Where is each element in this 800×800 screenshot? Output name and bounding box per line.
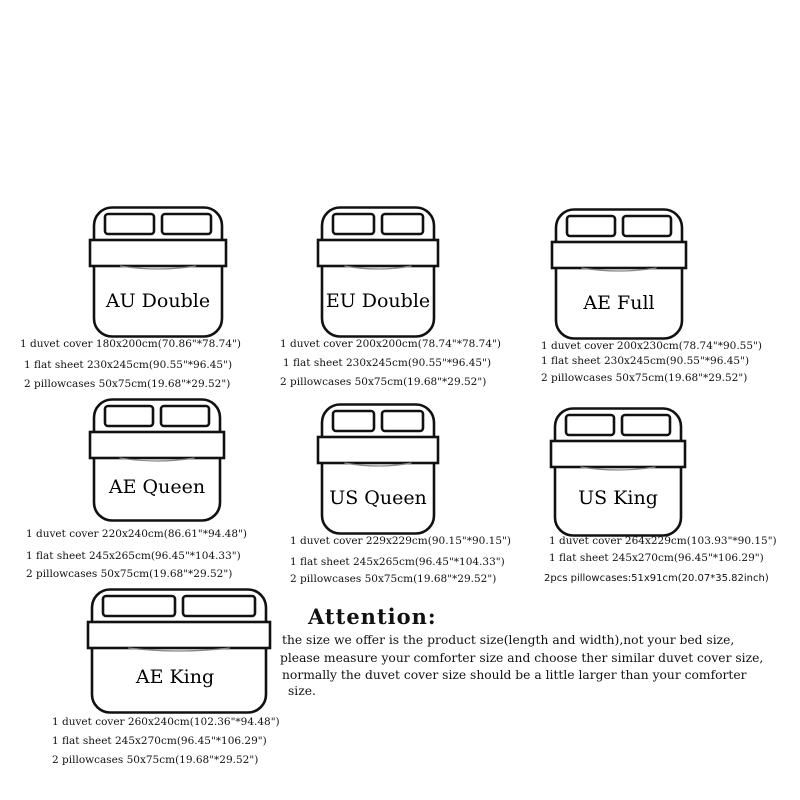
- bed-eu-double: [318, 206, 438, 338]
- spec-pillow-us-king: 2pcs pillowcases:51x91cm(20.07*35.82inch): [544, 573, 769, 584]
- bed-label: AU Double: [105, 290, 211, 312]
- spec-sheet-au-double: 1 flat sheet 230x245cm(90.55"*96.45"): [24, 359, 233, 371]
- spec-duvet-eu-double: 1 duvet cover 200x200cm(78.74"*78.74"): [280, 338, 501, 350]
- bed-label: AE Queen: [108, 476, 206, 498]
- bed-label: AE Full: [583, 292, 655, 314]
- spec-pillow-us-queen: 2 pillowcases 50x75cm(19.68"*29.52"): [290, 573, 497, 585]
- bed-ae-king: [88, 588, 270, 714]
- pillow-left: [105, 406, 153, 426]
- spec-sheet-us-king: 1 flat sheet 245x270cm(96.45"*106.29"): [549, 552, 764, 564]
- bed-label: AE King: [135, 666, 215, 688]
- attention-line-1: the size we offer is the product size(length and width),not your bed size,: [282, 633, 735, 647]
- spec-duvet-us-queen: 1 duvet cover 229x229cm(90.15"*90.15"): [290, 535, 511, 547]
- bed-icon: [88, 588, 270, 714]
- bed-icon: [318, 403, 438, 535]
- bed-icon: [90, 398, 224, 522]
- spec-duvet-ae-king: 1 duvet cover 260x240cm(102.36"*94.48"): [52, 716, 280, 728]
- spec-duvet-us-king: 1 duvet cover 264x229cm(103.93"*90.15"): [549, 535, 777, 547]
- spec-sheet-ae-king: 1 flat sheet 245x270cm(96.45"*106.29"): [52, 735, 267, 747]
- attention-line-4: size.: [288, 684, 316, 698]
- spec-sheet-ae-queen: 1 flat sheet 245x265cm(96.45"*104.33"): [26, 550, 241, 562]
- pillow-right: [382, 411, 423, 431]
- bed-label: EU Double: [325, 290, 431, 312]
- bed-us-king: [551, 407, 685, 537]
- duvet-fold: [551, 441, 685, 467]
- duvet-fold: [90, 432, 224, 458]
- pillow-right: [162, 214, 211, 234]
- duvet-fold: [88, 622, 270, 648]
- pillow-right: [622, 415, 670, 435]
- pillow-right: [183, 596, 255, 616]
- duvet-fold: [318, 437, 438, 463]
- bed-icon: [90, 206, 226, 338]
- bed-icon: [552, 208, 686, 340]
- bed-us-queen: [318, 403, 438, 535]
- pillow-left: [566, 415, 614, 435]
- pillow-right: [623, 216, 671, 236]
- pillow-right: [161, 406, 209, 426]
- pillow-left: [103, 596, 175, 616]
- bed-ae-queen: [90, 398, 224, 522]
- duvet-fold: [318, 240, 438, 266]
- spec-pillow-au-double: 2 pillowcases 50x75cm(19.68"*29.52"): [24, 378, 231, 390]
- spec-sheet-ae-full: 1 flat sheet 230x245cm(90.55"*96.45"): [541, 355, 750, 367]
- spec-pillow-eu-double: 2 pillowcases 50x75cm(19.68"*29.52"): [280, 376, 487, 388]
- bed-label: US Queen: [329, 487, 427, 509]
- pillow-right: [382, 214, 423, 234]
- spec-duvet-ae-queen: 1 duvet cover 220x240cm(86.61"*94.48"): [26, 528, 247, 540]
- bed-ae-full: [552, 208, 686, 340]
- spec-duvet-ae-full: 1 duvet cover 200x230cm(78.74"*90.55"): [541, 340, 762, 352]
- spec-pillow-ae-full: 2 pillowcases 50x75cm(19.68"*29.52"): [541, 372, 748, 384]
- pillow-left: [333, 411, 374, 431]
- pillow-left: [567, 216, 615, 236]
- bed-label: US King: [578, 487, 658, 509]
- spec-duvet-au-double: 1 duvet cover 180x200cm(70.86"*78.74"): [20, 338, 241, 350]
- attention-line-3: normally the duvet cover size should be a little larger than your comforter: [282, 668, 747, 682]
- spec-sheet-eu-double: 1 flat sheet 230x245cm(90.55"*96.45"): [283, 357, 492, 369]
- spec-pillow-ae-queen: 2 pillowcases 50x75cm(19.68"*29.52"): [26, 568, 233, 580]
- spec-pillow-ae-king: 2 pillowcases 50x75cm(19.68"*29.52"): [52, 754, 259, 766]
- bed-icon: [551, 407, 685, 537]
- duvet-fold: [552, 242, 686, 268]
- bed-icon: [318, 206, 438, 338]
- spec-sheet-us-queen: 1 flat sheet 245x265cm(96.45"*104.33"): [290, 556, 505, 568]
- duvet-fold: [90, 240, 226, 266]
- pillow-left: [333, 214, 374, 234]
- pillow-left: [105, 214, 154, 234]
- bed-au-double: [90, 206, 226, 338]
- attention-line-2: please measure your comforter size and choose ther similar duvet cover size,: [280, 651, 764, 665]
- attention-title: Attention:: [308, 604, 437, 629]
